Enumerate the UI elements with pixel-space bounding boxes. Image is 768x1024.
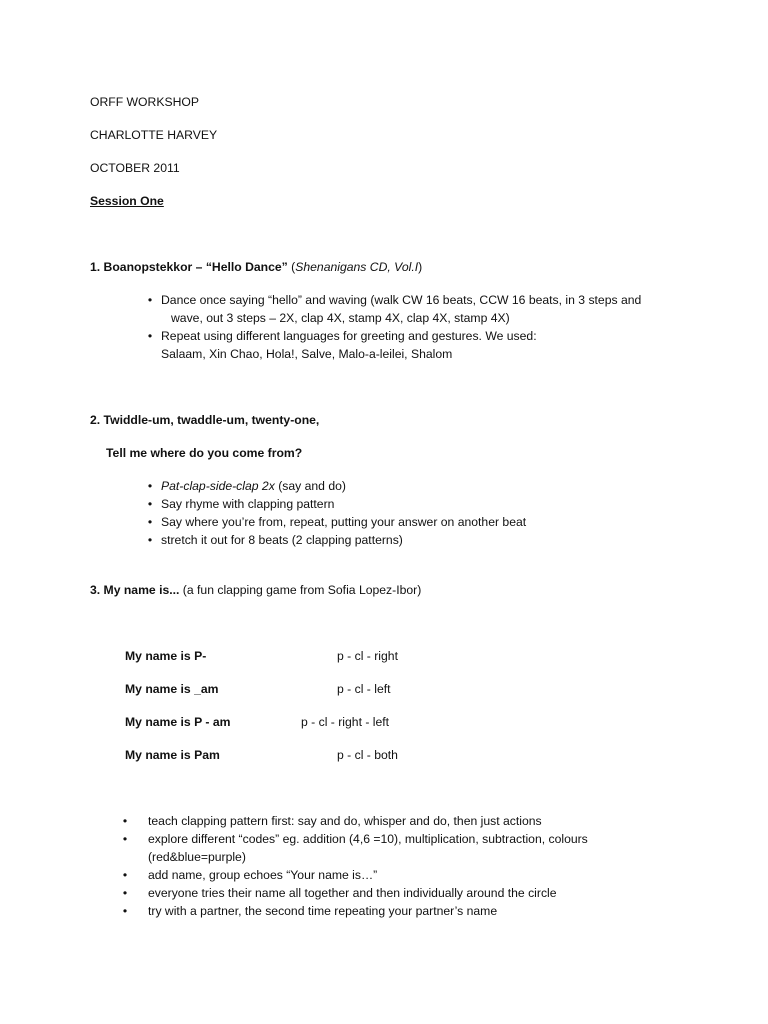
section-3-heading [90,583,421,598]
author-name: CHARLOTTE HARVEY [90,128,218,142]
list-item: Dance once saying “hello” and waving (walk CW 16 beats, CCW 16 beats, in 3 steps and [161,293,642,307]
list-item: everyone tries their name all together and then individually around the circle [148,886,557,900]
bullet-icon: • [122,904,128,918]
bullet-icon: • [147,329,153,343]
section-1-heading [90,260,422,275]
bullet-icon: • [122,868,128,882]
name-row-label: My name is _am [125,682,219,696]
list-item [161,479,346,494]
section-2-heading: 2. Twiddle-um, twaddle-um, twenty-one, [90,413,320,427]
section-1-source: Shenanigans CD, Vol.I [295,260,419,274]
bullet-icon: • [147,533,153,547]
list-item: Say where you’re from, repeat, putting your answer on another beat [161,515,527,529]
list-item-continuation: (red&blue=purple) [148,850,246,864]
section-2-subheading: Tell me where do you come from? [106,446,303,460]
bullet-icon: • [122,814,128,828]
list-item: try with a partner, the second time repeating your partner’s name [148,904,498,918]
bullet-icon: • [147,515,153,529]
bullet-icon: • [147,479,153,493]
clap-pattern-note: (say and do) [274,479,346,493]
section-1-paren-close: ) [418,260,423,274]
list-item-continuation: wave, out 3 steps – 2X, clap 4X, stamp 4X, clap 4X, stamp 4X) [171,311,510,325]
doc-date: OCTOBER 2011 [90,161,180,175]
bullet-icon: • [122,832,128,846]
name-row-label: My name is Pam [125,748,220,762]
list-item: Say rhyme with clapping pattern [161,497,335,511]
list-item: explore different “codes” eg. addition (4,6 =10), multiplication, subtraction, colours [148,832,588,846]
list-item: stretch it out for 8 beats (2 clapping patterns) [161,533,403,547]
list-item: teach clapping pattern first: say and do, whisper and do, then just actions [148,814,542,828]
section-1-paren-open: ( [287,260,296,274]
name-row-pattern: p - cl - left [337,682,391,696]
name-row-label: My name is P- [125,649,207,663]
clap-pattern-text: Pat-clap-side-clap 2x [161,479,275,493]
bullet-icon: • [147,293,153,307]
list-item: Repeat using different languages for greeting and gestures. We used: [161,329,537,343]
name-row-label: My name is P - am [125,715,231,729]
section-1-title: 1. Boanopstekkor – “Hello Dance” [90,260,288,274]
name-row-pattern: p - cl - right [337,649,398,663]
name-row-pattern: p - cl - both [337,748,398,762]
doc-title: ORFF WORKSHOP [90,95,200,109]
section-3-subtitle: (a fun clapping game from Sofia Lopez-Ibor) [179,583,422,597]
bullet-icon: • [147,497,153,511]
session-heading: Session One [90,194,164,208]
list-item: add name, group echoes “Your name is…” [148,868,378,882]
list-item-continuation: Salaam, Xin Chao, Hola!, Salve, Malo-a-leilei, Shalom [161,347,453,361]
name-row-pattern: p - cl - right - left [301,715,390,729]
section-3-title: 3. My name is... [90,583,180,597]
bullet-icon: • [122,886,128,900]
